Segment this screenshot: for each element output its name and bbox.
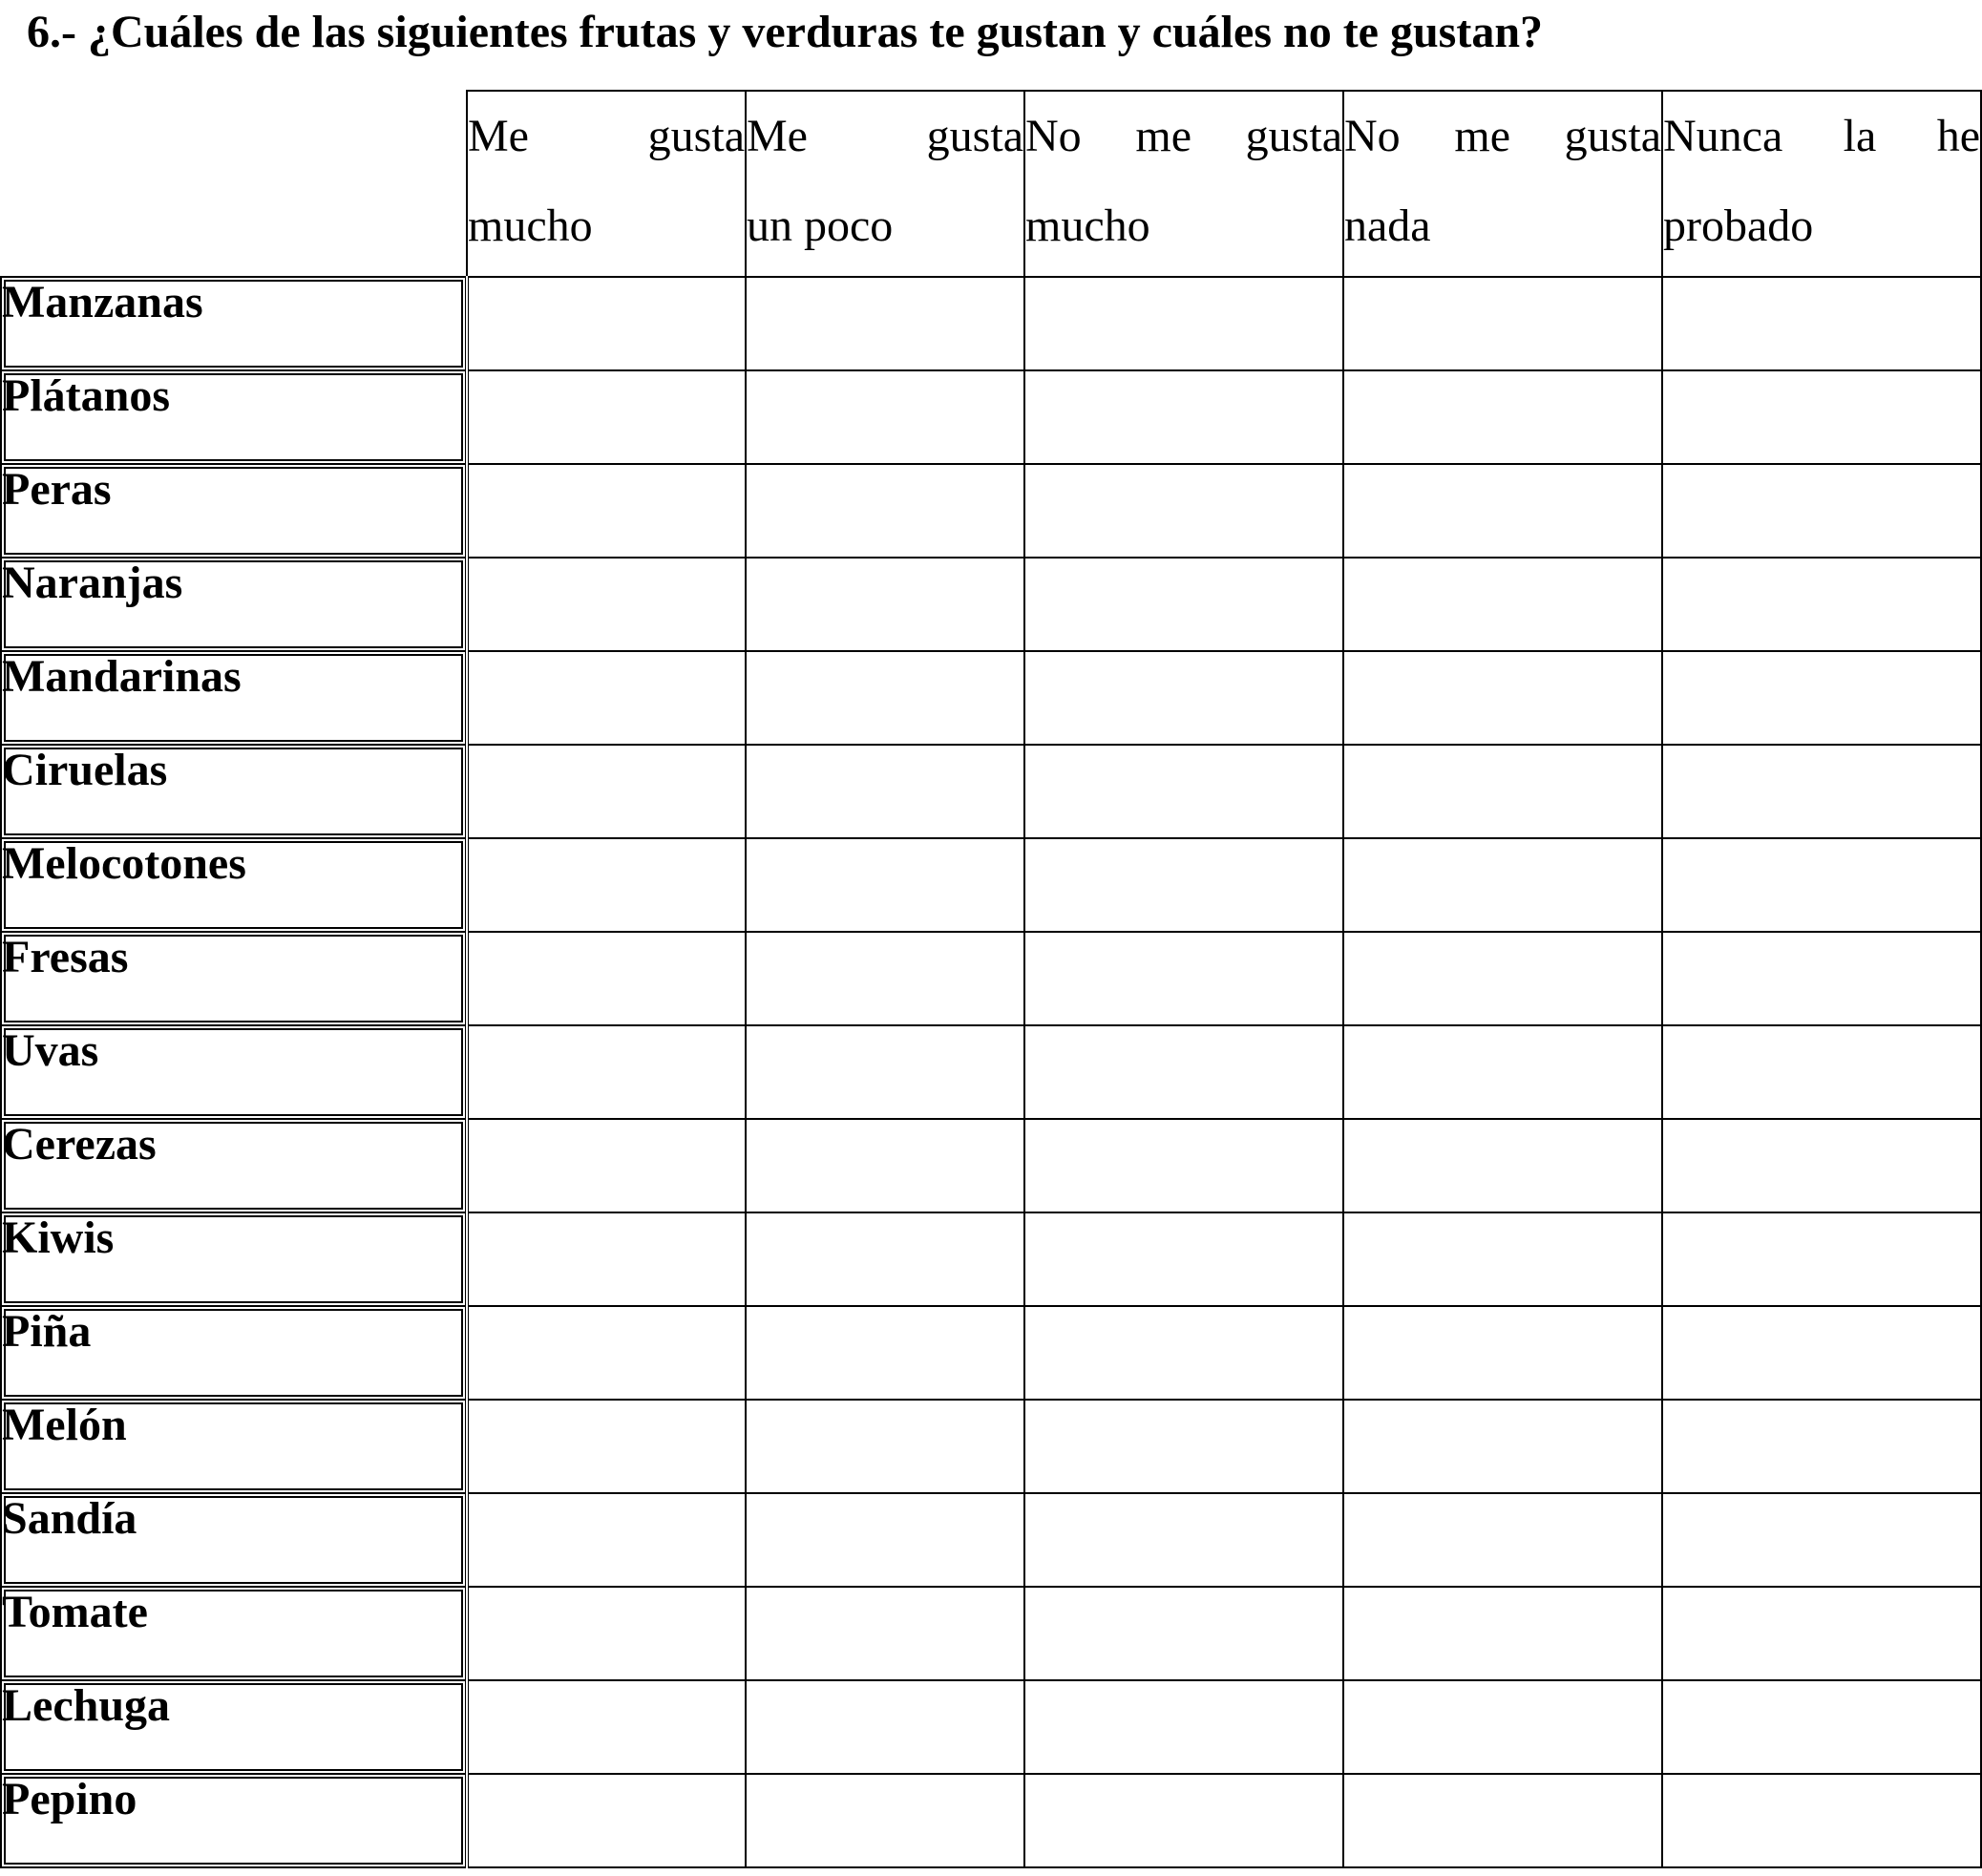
table-row: [1, 745, 1981, 838]
row-label: Mandarinas: [1, 651, 467, 745]
row-label: Pepino: [1, 1774, 467, 1867]
row-label: Uvas: [1, 1025, 467, 1119]
answer-cell-dislike-at-all[interactable]: [1343, 1119, 1662, 1212]
answer-cell-like-a-lot[interactable]: [467, 745, 746, 838]
answer-cell-like-a-little[interactable]: [746, 838, 1024, 932]
answer-cell-dislike-a-lot[interactable]: [1024, 558, 1343, 651]
answer-cell-like-a-lot[interactable]: [467, 464, 746, 558]
table-row: [1, 1119, 1981, 1212]
answer-cell-like-a-little[interactable]: [746, 1212, 1024, 1306]
table-row: [1, 1306, 1981, 1400]
answer-cell-dislike-a-lot[interactable]: [1024, 745, 1343, 838]
preference-table: [0, 90, 1982, 1868]
answer-cell-like-a-lot[interactable]: [467, 1119, 746, 1212]
answer-cell-like-a-lot[interactable]: [467, 1587, 746, 1680]
answer-cell-like-a-little[interactable]: [746, 464, 1024, 558]
table-row: [1, 932, 1981, 1025]
column-header-line2: nada: [1344, 200, 1431, 251]
column-header-line1: No me gusta: [1344, 111, 1661, 161]
answer-cell-like-a-little[interactable]: [746, 1587, 1024, 1680]
answer-cell-like-a-little[interactable]: [746, 1119, 1024, 1212]
answer-cell-dislike-a-lot[interactable]: [1024, 1025, 1343, 1119]
table-row: [1, 1774, 1981, 1867]
answer-cell-dislike-at-all[interactable]: [1343, 745, 1662, 838]
table-row: [1, 838, 1981, 932]
answer-cell-dislike-a-lot[interactable]: [1024, 1493, 1343, 1587]
column-header-dislike-a-lot: [1024, 91, 1343, 277]
column-header-line2: mucho: [468, 200, 593, 251]
answer-cell-dislike-at-all[interactable]: [1343, 1680, 1662, 1774]
answer-cell-dislike-at-all[interactable]: [1343, 464, 1662, 558]
table-row: [1, 1493, 1981, 1587]
answer-cell-dislike-a-lot[interactable]: [1024, 1587, 1343, 1680]
table-row: [1, 277, 1981, 370]
answer-cell-never-tried[interactable]: [1662, 838, 1981, 932]
answer-cell-dislike-a-lot[interactable]: [1024, 838, 1343, 932]
table-row: [1, 651, 1981, 745]
answer-cell-never-tried[interactable]: [1662, 745, 1981, 838]
row-label: Sandía: [1, 1493, 467, 1587]
answer-cell-like-a-little[interactable]: [746, 932, 1024, 1025]
answer-cell-like-a-lot[interactable]: [467, 558, 746, 651]
answer-cell-never-tried[interactable]: [1662, 1680, 1981, 1774]
answer-cell-dislike-a-lot[interactable]: [1024, 370, 1343, 464]
answer-cell-dislike-a-lot[interactable]: [1024, 464, 1343, 558]
table-row: [1, 1025, 1981, 1119]
answer-cell-dislike-a-lot[interactable]: [1024, 1400, 1343, 1493]
column-header-like-a-little: [746, 91, 1024, 277]
row-label: Ciruelas: [1, 745, 467, 838]
row-label: Piña: [1, 1306, 467, 1400]
row-label: Cerezas: [1, 1119, 467, 1212]
table-row: [1, 370, 1981, 464]
answer-cell-dislike-a-lot[interactable]: [1024, 1212, 1343, 1306]
answer-cell-dislike-at-all[interactable]: [1343, 838, 1662, 932]
answer-cell-dislike-at-all[interactable]: [1343, 651, 1662, 745]
answer-cell-like-a-little[interactable]: [746, 745, 1024, 838]
answer-cell-dislike-a-lot[interactable]: [1024, 1774, 1343, 1867]
column-header-dislike-at-all: [1343, 91, 1662, 277]
row-label: Kiwis: [1, 1212, 467, 1306]
answer-cell-like-a-lot[interactable]: [467, 838, 746, 932]
answer-cell-like-a-lot[interactable]: [467, 1493, 746, 1587]
question-title: 6.- ¿Cuáles de las siguientes frutas y verduras te gustan y cuáles no te gustan?: [27, 7, 1544, 57]
column-header-line2: un poco: [747, 200, 894, 251]
answer-cell-never-tried[interactable]: [1662, 464, 1981, 558]
row-label: Naranjas: [1, 558, 467, 651]
column-header-like-a-lot: [467, 91, 746, 277]
answer-cell-never-tried[interactable]: [1662, 558, 1981, 651]
answer-cell-dislike-at-all[interactable]: [1343, 1212, 1662, 1306]
answer-cell-like-a-little[interactable]: [746, 277, 1024, 370]
answer-cell-dislike-at-all[interactable]: [1343, 1400, 1662, 1493]
answer-cell-like-a-lot[interactable]: [467, 932, 746, 1025]
answer-cell-never-tried[interactable]: [1662, 1025, 1981, 1119]
column-header-never-tried: [1662, 91, 1981, 277]
answer-cell-dislike-a-lot[interactable]: [1024, 651, 1343, 745]
answer-cell-dislike-a-lot[interactable]: [1024, 277, 1343, 370]
answer-cell-like-a-little[interactable]: [746, 1774, 1024, 1867]
answer-cell-like-a-lot[interactable]: [467, 1306, 746, 1400]
header-row: [1, 91, 1981, 277]
answer-cell-never-tried[interactable]: [1662, 1212, 1981, 1306]
column-header-line2: probado: [1663, 200, 1814, 251]
answer-cell-dislike-at-all[interactable]: [1343, 1306, 1662, 1400]
answer-cell-never-tried[interactable]: [1662, 1774, 1981, 1867]
table-row: [1, 558, 1981, 651]
answer-cell-dislike-a-lot[interactable]: [1024, 932, 1343, 1025]
row-label: Lechuga: [1, 1680, 467, 1774]
answer-cell-dislike-at-all[interactable]: [1343, 1774, 1662, 1867]
column-header-line1: No me gusta: [1025, 111, 1342, 161]
corner-cell: [1, 91, 467, 277]
column-header-line1: Me gusta: [747, 111, 1023, 161]
answer-cell-like-a-lot[interactable]: [467, 651, 746, 745]
answer-cell-like-a-lot[interactable]: [467, 1400, 746, 1493]
column-header-line1: Me gusta: [468, 111, 745, 161]
answer-cell-never-tried[interactable]: [1662, 1493, 1981, 1587]
answer-cell-like-a-little[interactable]: [746, 370, 1024, 464]
row-label: Fresas: [1, 932, 467, 1025]
answer-cell-like-a-little[interactable]: [746, 1680, 1024, 1774]
row-label: Melón: [1, 1400, 467, 1493]
row-label: Tomate: [1, 1587, 467, 1680]
answer-cell-never-tried[interactable]: [1662, 1306, 1981, 1400]
table-row: [1, 1587, 1981, 1680]
answer-cell-like-a-lot[interactable]: [467, 370, 746, 464]
answer-cell-dislike-a-lot[interactable]: [1024, 1680, 1343, 1774]
table-row: [1, 1400, 1981, 1493]
row-label: Plátanos: [1, 370, 467, 464]
answer-cell-never-tried[interactable]: [1662, 370, 1981, 464]
row-label: Peras: [1, 464, 467, 558]
answer-cell-never-tried[interactable]: [1662, 1119, 1981, 1212]
table-row: [1, 1680, 1981, 1774]
answer-cell-like-a-little[interactable]: [746, 651, 1024, 745]
answer-cell-like-a-lot[interactable]: [467, 1680, 746, 1774]
answer-cell-dislike-a-lot[interactable]: [1024, 1306, 1343, 1400]
answer-cell-like-a-lot[interactable]: [467, 277, 746, 370]
answer-cell-like-a-lot[interactable]: [467, 1025, 746, 1119]
table-row: [1, 1212, 1981, 1306]
answer-cell-never-tried[interactable]: [1662, 932, 1981, 1025]
answer-cell-dislike-at-all[interactable]: [1343, 932, 1662, 1025]
column-header-line2: mucho: [1025, 200, 1150, 251]
answer-cell-dislike-at-all[interactable]: [1343, 277, 1662, 370]
row-label: Melocotones: [1, 838, 467, 932]
answer-cell-never-tried[interactable]: [1662, 1400, 1981, 1493]
answer-cell-dislike-at-all[interactable]: [1343, 1587, 1662, 1680]
row-label: Manzanas: [1, 277, 467, 370]
answer-cell-like-a-little[interactable]: [746, 558, 1024, 651]
table-row: [1, 464, 1981, 558]
answer-cell-like-a-little[interactable]: [746, 1306, 1024, 1400]
answer-cell-never-tried[interactable]: [1662, 277, 1981, 370]
answer-cell-like-a-little[interactable]: [746, 1400, 1024, 1493]
answer-cell-dislike-a-lot[interactable]: [1024, 1119, 1343, 1212]
answer-cell-like-a-little[interactable]: [746, 1025, 1024, 1119]
answer-cell-dislike-at-all[interactable]: [1343, 370, 1662, 464]
answer-cell-never-tried[interactable]: [1662, 1587, 1981, 1680]
answer-cell-dislike-at-all[interactable]: [1343, 1025, 1662, 1119]
answer-cell-never-tried[interactable]: [1662, 651, 1981, 745]
answer-cell-dislike-at-all[interactable]: [1343, 1493, 1662, 1587]
column-header-line1: Nunca la he: [1663, 111, 1980, 161]
answer-cell-like-a-lot[interactable]: [467, 1774, 746, 1867]
answer-cell-like-a-little[interactable]: [746, 1493, 1024, 1587]
answer-cell-dislike-at-all[interactable]: [1343, 558, 1662, 651]
answer-cell-like-a-lot[interactable]: [467, 1212, 746, 1306]
